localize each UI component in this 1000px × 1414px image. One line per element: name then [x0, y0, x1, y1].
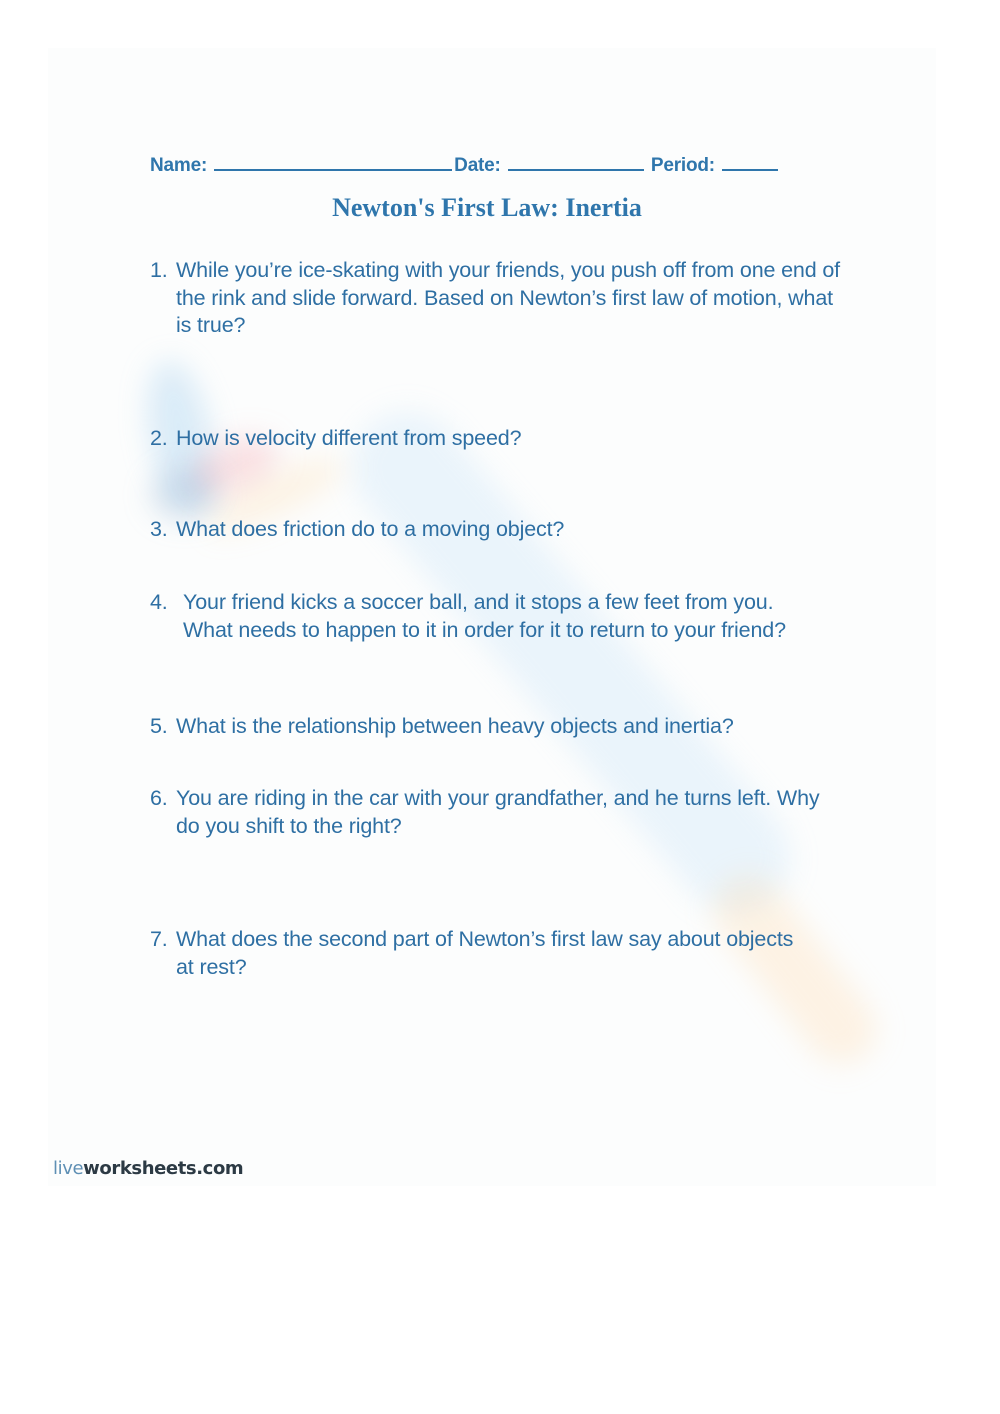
question-5: [150, 713, 850, 741]
question-4: [150, 589, 815, 644]
question-text: How is velocity different from speed?: [176, 426, 522, 450]
question-number: 7.: [150, 927, 168, 951]
question-3: [150, 516, 850, 544]
question-number: 4.: [150, 590, 168, 614]
question-number: 3.: [150, 517, 168, 541]
question-number: 2.: [150, 426, 168, 450]
logo-prefix: live: [53, 1158, 84, 1179]
name-label: Name:: [150, 155, 208, 176]
question-text: What is the relationship between heavy objects and inertia?: [176, 714, 734, 738]
question-7: [150, 926, 800, 981]
logo-suffix: worksheets.com: [83, 1158, 244, 1179]
question-text: What does the second part of Newton’s first law say about objects at rest?: [176, 927, 794, 979]
question-2: [150, 425, 850, 453]
question-number: 5.: [150, 714, 168, 738]
period-blank[interactable]: [722, 153, 778, 171]
date-blank[interactable]: [508, 153, 644, 171]
date-label: Date:: [454, 155, 501, 176]
student-info-line: [150, 153, 780, 177]
liveworksheets-logo: [53, 1158, 243, 1179]
question-number: 6.: [150, 786, 168, 810]
question-text: Your friend kicks a soccer ball, and it stops a few feet from you. What needs to happen to it in order for it to return to your friend?: [183, 590, 786, 642]
worksheet-title: Newton's First Law: Inertia: [332, 193, 642, 222]
name-blank[interactable]: [214, 153, 452, 171]
question-text: You are riding in the car with your grandfather, and he turns left. Why do you shift to the right?: [176, 786, 820, 838]
period-label: Period:: [650, 155, 715, 176]
question-number: 1.: [150, 258, 168, 282]
question-text: While you’re ice-skating with your friends, you push off from one end of the rink and slide forward. Based on Newton’s first law of motion, what is true?: [176, 258, 841, 337]
question-text: What does friction do to a moving object?: [176, 517, 565, 541]
question-1: [150, 257, 840, 340]
question-6: [150, 785, 820, 840]
